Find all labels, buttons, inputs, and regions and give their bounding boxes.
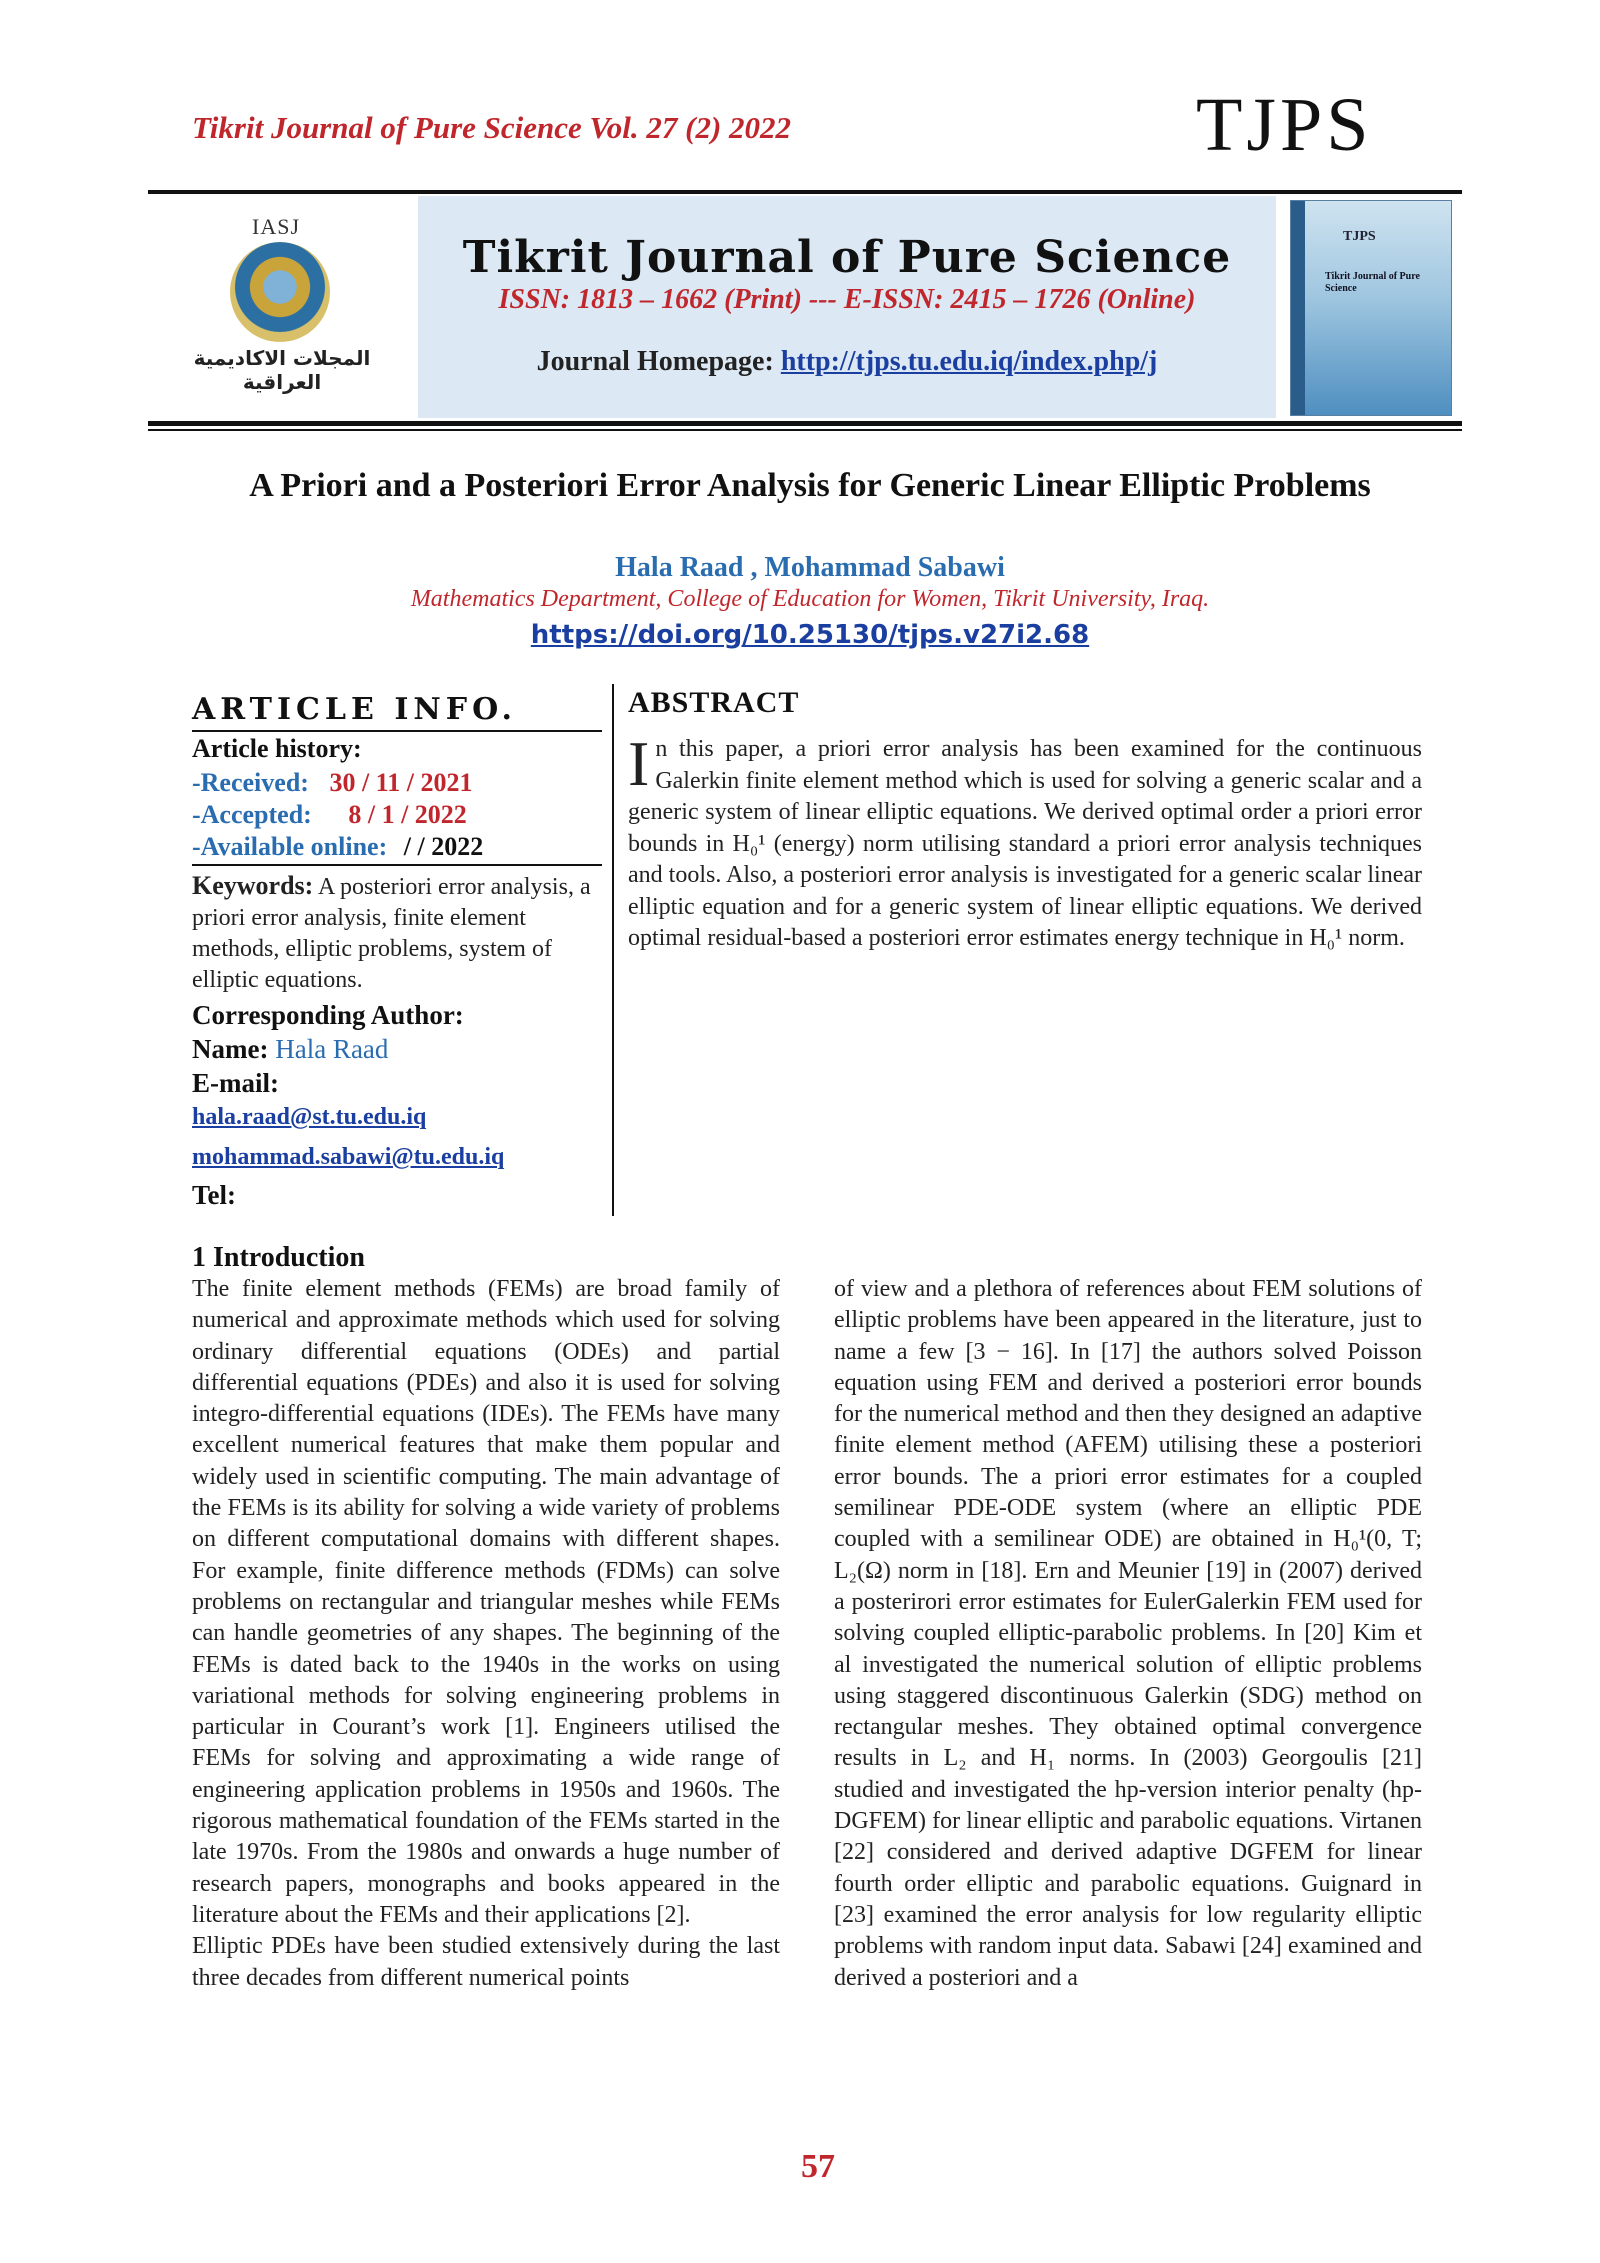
- paper-affiliation: Mathematics Department, College of Education for Women, Tikrit University, Iraq.: [410, 586, 1210, 612]
- received-date: 30 / 11 / 2021: [329, 768, 473, 797]
- banner-bottom-rule-thin: [148, 429, 1462, 431]
- received-row: [192, 768, 472, 798]
- column-divider: [612, 684, 614, 1216]
- paper-authors: Hala Raad , Mohammad Sabawi: [615, 552, 1005, 583]
- abstract-heading: ABSTRACT: [628, 686, 800, 719]
- available-row: [192, 832, 483, 862]
- introduction-heading: 1 Introduction: [192, 1242, 365, 1273]
- banner-bottom-rule: [148, 421, 1462, 426]
- accepted-label: -Accepted:: [192, 800, 312, 829]
- available-label: -Available online:: [192, 832, 388, 861]
- journal-cover-image: [1280, 196, 1462, 418]
- abstract-body: n this paper, a priori error analysis has been examined for the continuous Galerkin finite element method which is used for solving a generic scalar and a generic system of linear elliptic equations. We derived optimal order a priori error bounds in H₀¹ (energy) norm utilising standard a priori error analysis techniques and tools. Also, a posteriori error analysis is investigated for a generic scalar linear elliptic equation and for a generic system of linear elliptic equations. We derived optimal residual-based a posteriori error estimates energy technique in H₀¹ norm.: [628, 736, 1422, 951]
- body-column-right: [834, 1274, 1422, 1994]
- journal-homepage: [418, 346, 1276, 378]
- banner-top-rule: [148, 190, 1462, 194]
- iasj-logo[interactable]: [148, 196, 413, 418]
- author-name-row: [192, 1034, 388, 1065]
- iasj-label: IASJ: [252, 214, 301, 239]
- received-label: -Received:: [192, 768, 309, 797]
- keywords: [192, 870, 602, 996]
- journal-name: Tikrit Journal of Pure Science: [462, 232, 1232, 283]
- iasj-arabic-label: المجلات الاكاديمية العراقية: [193, 346, 371, 394]
- abstract-dropcap: I: [628, 728, 650, 799]
- body-column-left: [192, 1274, 780, 1994]
- keywords-label: Keywords:: [192, 871, 314, 900]
- homepage-link[interactable]: http://tjps.tu.edu.iq/index.php/j: [780, 346, 1158, 377]
- article-history-label: Article history:: [192, 734, 362, 763]
- abstract-text: [628, 728, 1422, 955]
- keywords-text: A posteriori error analysis, a priori error analysis, finite element methods, elliptic problems, system of elliptic equations.: [192, 874, 591, 993]
- info-rule-mid: [192, 864, 602, 866]
- email-link-1[interactable]: hala.raad@st.tu.edu.iq: [192, 1104, 427, 1130]
- cover-thumbnail: [1290, 200, 1452, 416]
- cover-journal-name: Tikrit Journal of Pure Science: [1325, 271, 1420, 294]
- email-label: E-mail:: [192, 1068, 279, 1098]
- intro-paragraph: The finite element methods (FEMs) are broad family of numerical and approximate methods which used for solving ordinary differential equations (ODEs) and partial differential equations (PDEs) and also it is used for solving integro-differential equations (IDEs). The FEMs have many excellent numerical features that make them popular and widely used in scientific computing. The main advantage of the FEMs is its ability for solving a wide variety of problems on different computational domains with different shapes. For example, finite difference methods (FDMs) can solve problems on rectangular and triangular meshes while FEMs can handle geometries of any shapes. The beginning of the FEMs is dated back to the 1940s in the works on using variational methods for solving engineering problems in particular in Courant’s work [1]. Engineers utilised the FEMs for solving and approximating a wide range of engineering application problems in 1950s and 1960s. The rigorous mathematical foundation of the FEMs started in the late 1970s. From the 1980s and onwards a huge number of research papers, monographs and books appeared in the literature about the FEMs and their applications [2].: [192, 1276, 780, 1928]
- journal-issn: ISSN: 1813 – 1662 (Print) --- E-ISSN: 2415 – 1726 (Online): [498, 284, 1196, 315]
- available-date: / / 2022: [403, 832, 484, 861]
- cover-spine: [1291, 201, 1305, 415]
- journal-banner: [148, 196, 1462, 418]
- paper-title: A Priori and a Posteriori Error Analysis for Generic Linear Elliptic Problems: [249, 467, 1371, 504]
- info-rule-top: [192, 730, 602, 732]
- cover-tjps-label: TJPS: [1343, 229, 1376, 244]
- tel-label: Tel:: [192, 1180, 237, 1210]
- page-number: 57: [801, 2148, 835, 2185]
- running-title: Tikrit Journal of Pure Science Vol. 27 (2) 2022: [192, 110, 792, 145]
- iasj-seal-icon: [230, 242, 330, 342]
- name-label: Name:: [192, 1034, 276, 1064]
- accepted-date: 8 / 1 / 2022: [348, 800, 467, 829]
- author-name: Hala Raad: [275, 1034, 389, 1064]
- intro-paragraph: Elliptic PDEs have been studied extensively during the last three decades from different numerical points: [192, 1933, 780, 1991]
- homepage-label: Journal Homepage:: [536, 346, 781, 377]
- doi-link[interactable]: https://doi.org/10.25130/tjps.v27i2.68: [530, 620, 1090, 650]
- tjps-logo: TJPS: [1196, 83, 1373, 167]
- email-link-2[interactable]: mohammad.sabawi@tu.edu.iq: [192, 1144, 505, 1170]
- accepted-row: [192, 800, 467, 830]
- banner-center: [418, 196, 1276, 418]
- article-info-heading: ARTICLE INFO.: [192, 692, 517, 727]
- corresponding-label: Corresponding Author:: [192, 1000, 464, 1030]
- intro-paragraph: of view and a plethora of references about FEM solutions of elliptic problems have been appeared in the literature, just to name a few [3 − 16]. In [17] the authors solved Poisson equation using FEM and derived a posteriori error bounds for the numerical method and then they designed an adaptive finite element method (AFEM) utilising these a posteriori error bounds. The a priori error estimates for a coupled semilinear PDE-ODE system (where an elliptic PDE coupled with a semilinear ODE) are obtained in H₀¹(0, T; L₂(Ω) norm in [18]. Ern and Meunier [19] in (2007) derived a posterirori error estimates for EulerGalerkin FEM used for solving coupled elliptic-parabolic problems. In [20] Kim et al investigated the numerical solution of elliptic problems using staggered discontinuous Galerkin (SDG) method on rectangular meshes. They obtained optimal convergence results in L₂ and H₁ norms. In (2003) Georgoulis [21] studied and investigated the hp-version interior penalty (hp-DGFEM) for linear elliptic and parabolic equations. Virtanen [22] considered and derived adaptive DGFEM for linear fourth order elliptic and parabolic equations. Guignard in [23] examined the error analysis for low regularity elliptic problems with random input data. Sabawi [24] examined and derived a posteriori and a: [834, 1276, 1422, 1991]
